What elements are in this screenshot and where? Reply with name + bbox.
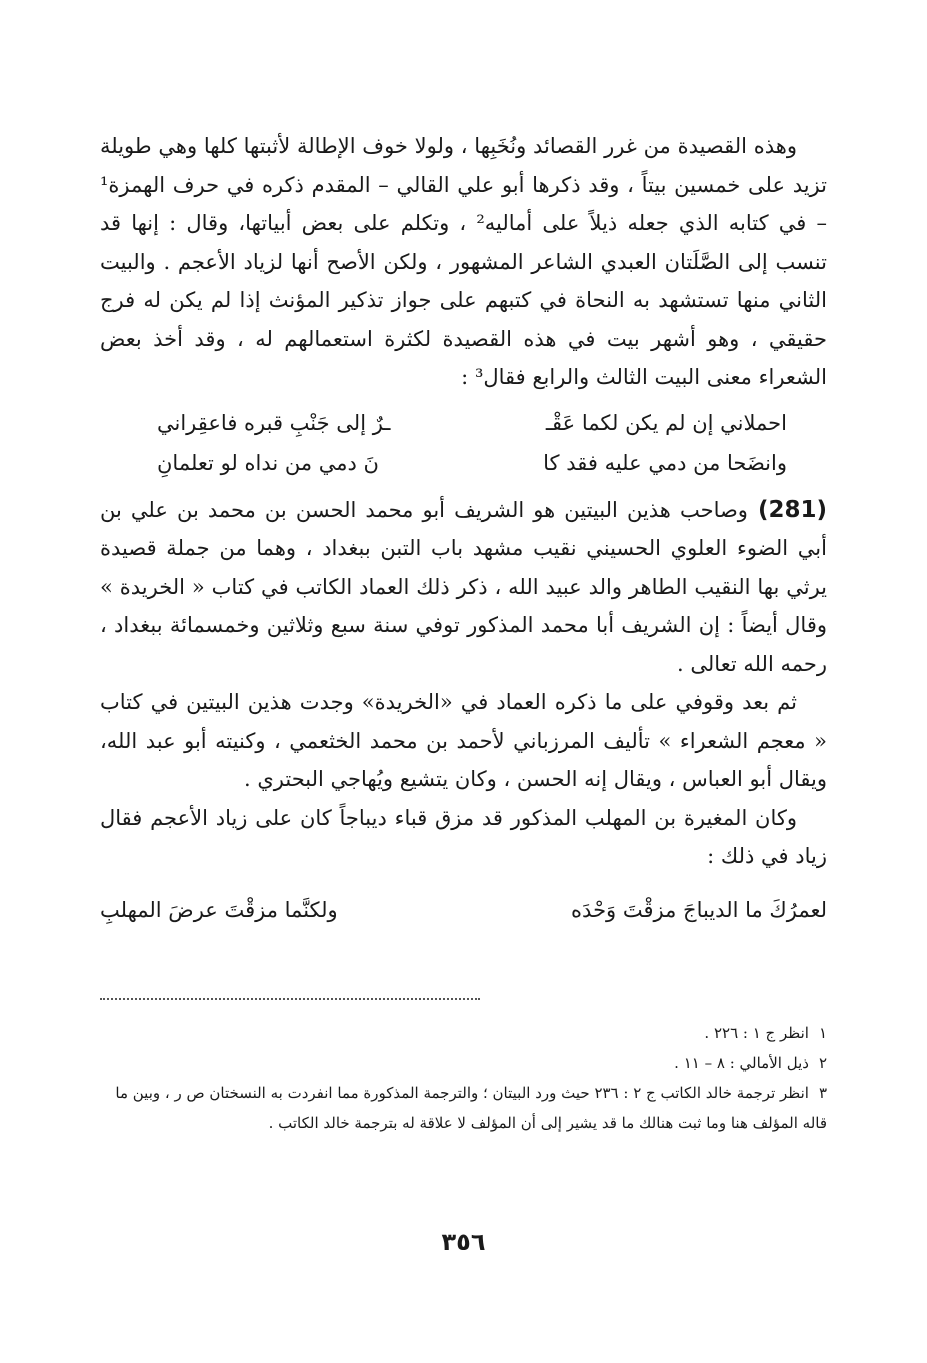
footnotes <box>100 1018 827 1138</box>
footnote-1 <box>100 1018 827 1048</box>
paragraph-1: وهذه القصيدة من غرر القصائد ونُخَبِها ، ولولا خوف الإطالة لأثبتها كلها وهي طويلة تزيد على خمسين بيتاً ، وقد ذكرها أبو علي القالي – المقدم ذكره في حرف الهمزة¹ – في كتابه الذي جعله ذيلاً على أماليه² ، وتكلم على بعض أبياتها، وقال : إنها قد تنسب إلى الصَّلَتان العبدي الشاعر المشهور ، ولكن الأصح أنها لزياد الأعجم . والبيت الثاني منها تستشهد به النحاة في كتبهم على جواز تذكير المؤنث إذا لم يكن له فرج حقيقي ، وهو أشهر بيت في هذه القصيدة لكثرة استعمالهم له ، وقد أخذ بعض الشعراء معنى البيت الثالث والرابع فقال³ : <box>100 134 827 389</box>
verse-hemistich-second: ـرٌ إلى جَنْبِ قبره فاعقِراني <box>157 410 391 435</box>
paragraph-4: وكان المغيرة بن المهلب المذكور قد مزق قباء ديباجاً كان على زياد الأعجم فقال زياد في ذلك : <box>100 805 827 868</box>
final-verse <box>100 890 827 930</box>
footnote-separator <box>100 998 480 1000</box>
verse-hemistich-first: لعمرُكَ ما الديباجَ مزقْتَ وَحْدَه <box>571 897 827 922</box>
footnote-number: ٢ <box>818 1054 827 1072</box>
paragraph-2 <box>100 491 827 684</box>
page-number: ٣٥٦ <box>441 1228 486 1256</box>
footnote-number: ١ <box>818 1024 827 1042</box>
entry-number: (281) <box>757 496 827 523</box>
verse-block <box>100 403 827 483</box>
verse-line-1 <box>157 403 787 443</box>
footnote-number: ٣ <box>818 1084 827 1102</box>
footnote-text: ذيل الأمالي : ٨ – ١١ . <box>674 1054 809 1072</box>
footnote-separator-area <box>100 998 827 1000</box>
verse-hemistich-first: احملاني إن لم يكن لكما عَقْـ <box>545 410 787 435</box>
footnote-2 <box>100 1048 827 1078</box>
verse-hemistich-first: وانضَحا من دمي عليه فقد كا <box>543 450 787 475</box>
verse-line-2 <box>157 443 787 483</box>
footnote-3 <box>100 1078 827 1138</box>
verse-hemistich-second: ولكنَّما مزقْتَ عرضَ المهلبِ <box>100 897 338 922</box>
paragraph-2-text: وصاحب هذين البيتين هو الشريف أبو محمد الحسن بن محمد بن علي بن أبي الضوء العلوي الحسيني نقيب مشهد باب التبن ببغداد ، وهما من جملة قصيدة يرثي بها النقيب الطاهر والد عبيد الله ، ذكر ذلك العماد الكاتب في كتاب « الخريدة » وقال أيضاً : إن الشريف أبا محمد المذكور توفي سنة سبع وثلاثين وخمسمائة ببغداد ، رحمه الله تعالى . <box>100 497 827 676</box>
footnote-text: انظر ج ١ : ٢٢٦ . <box>704 1024 809 1042</box>
verse-hemistich-second: نَ دمي من نداه لو تعلمانِ <box>157 450 379 475</box>
main-text <box>100 127 827 930</box>
footnote-text: انظر ترجمة خالد الكاتب ج ٢ : ٢٣٦ حيث ورد البيتان ؛ والترجمة المذكورة مما انفردت به النسختان ص ر ، وبين ما قاله المؤلف هنا وما ثبت هنالك ما قد يشير إلى أن المؤلف لا علاقة له بترجمة خالد الكاتب . <box>115 1084 827 1132</box>
paragraph-3: ثم بعد وقوفي على ما ذكره العماد في «الخريدة» وجدت هذين البيتين في كتاب « معجم الشعراء » تأليف المرزباني لأحمد بن محمد الخثعمي ، وكنيته أبو عبد الله، ويقال أبو العباس ، ويقال إنه الحسن ، وكان يتشيع ويُهاجي البحتري . <box>100 690 827 791</box>
